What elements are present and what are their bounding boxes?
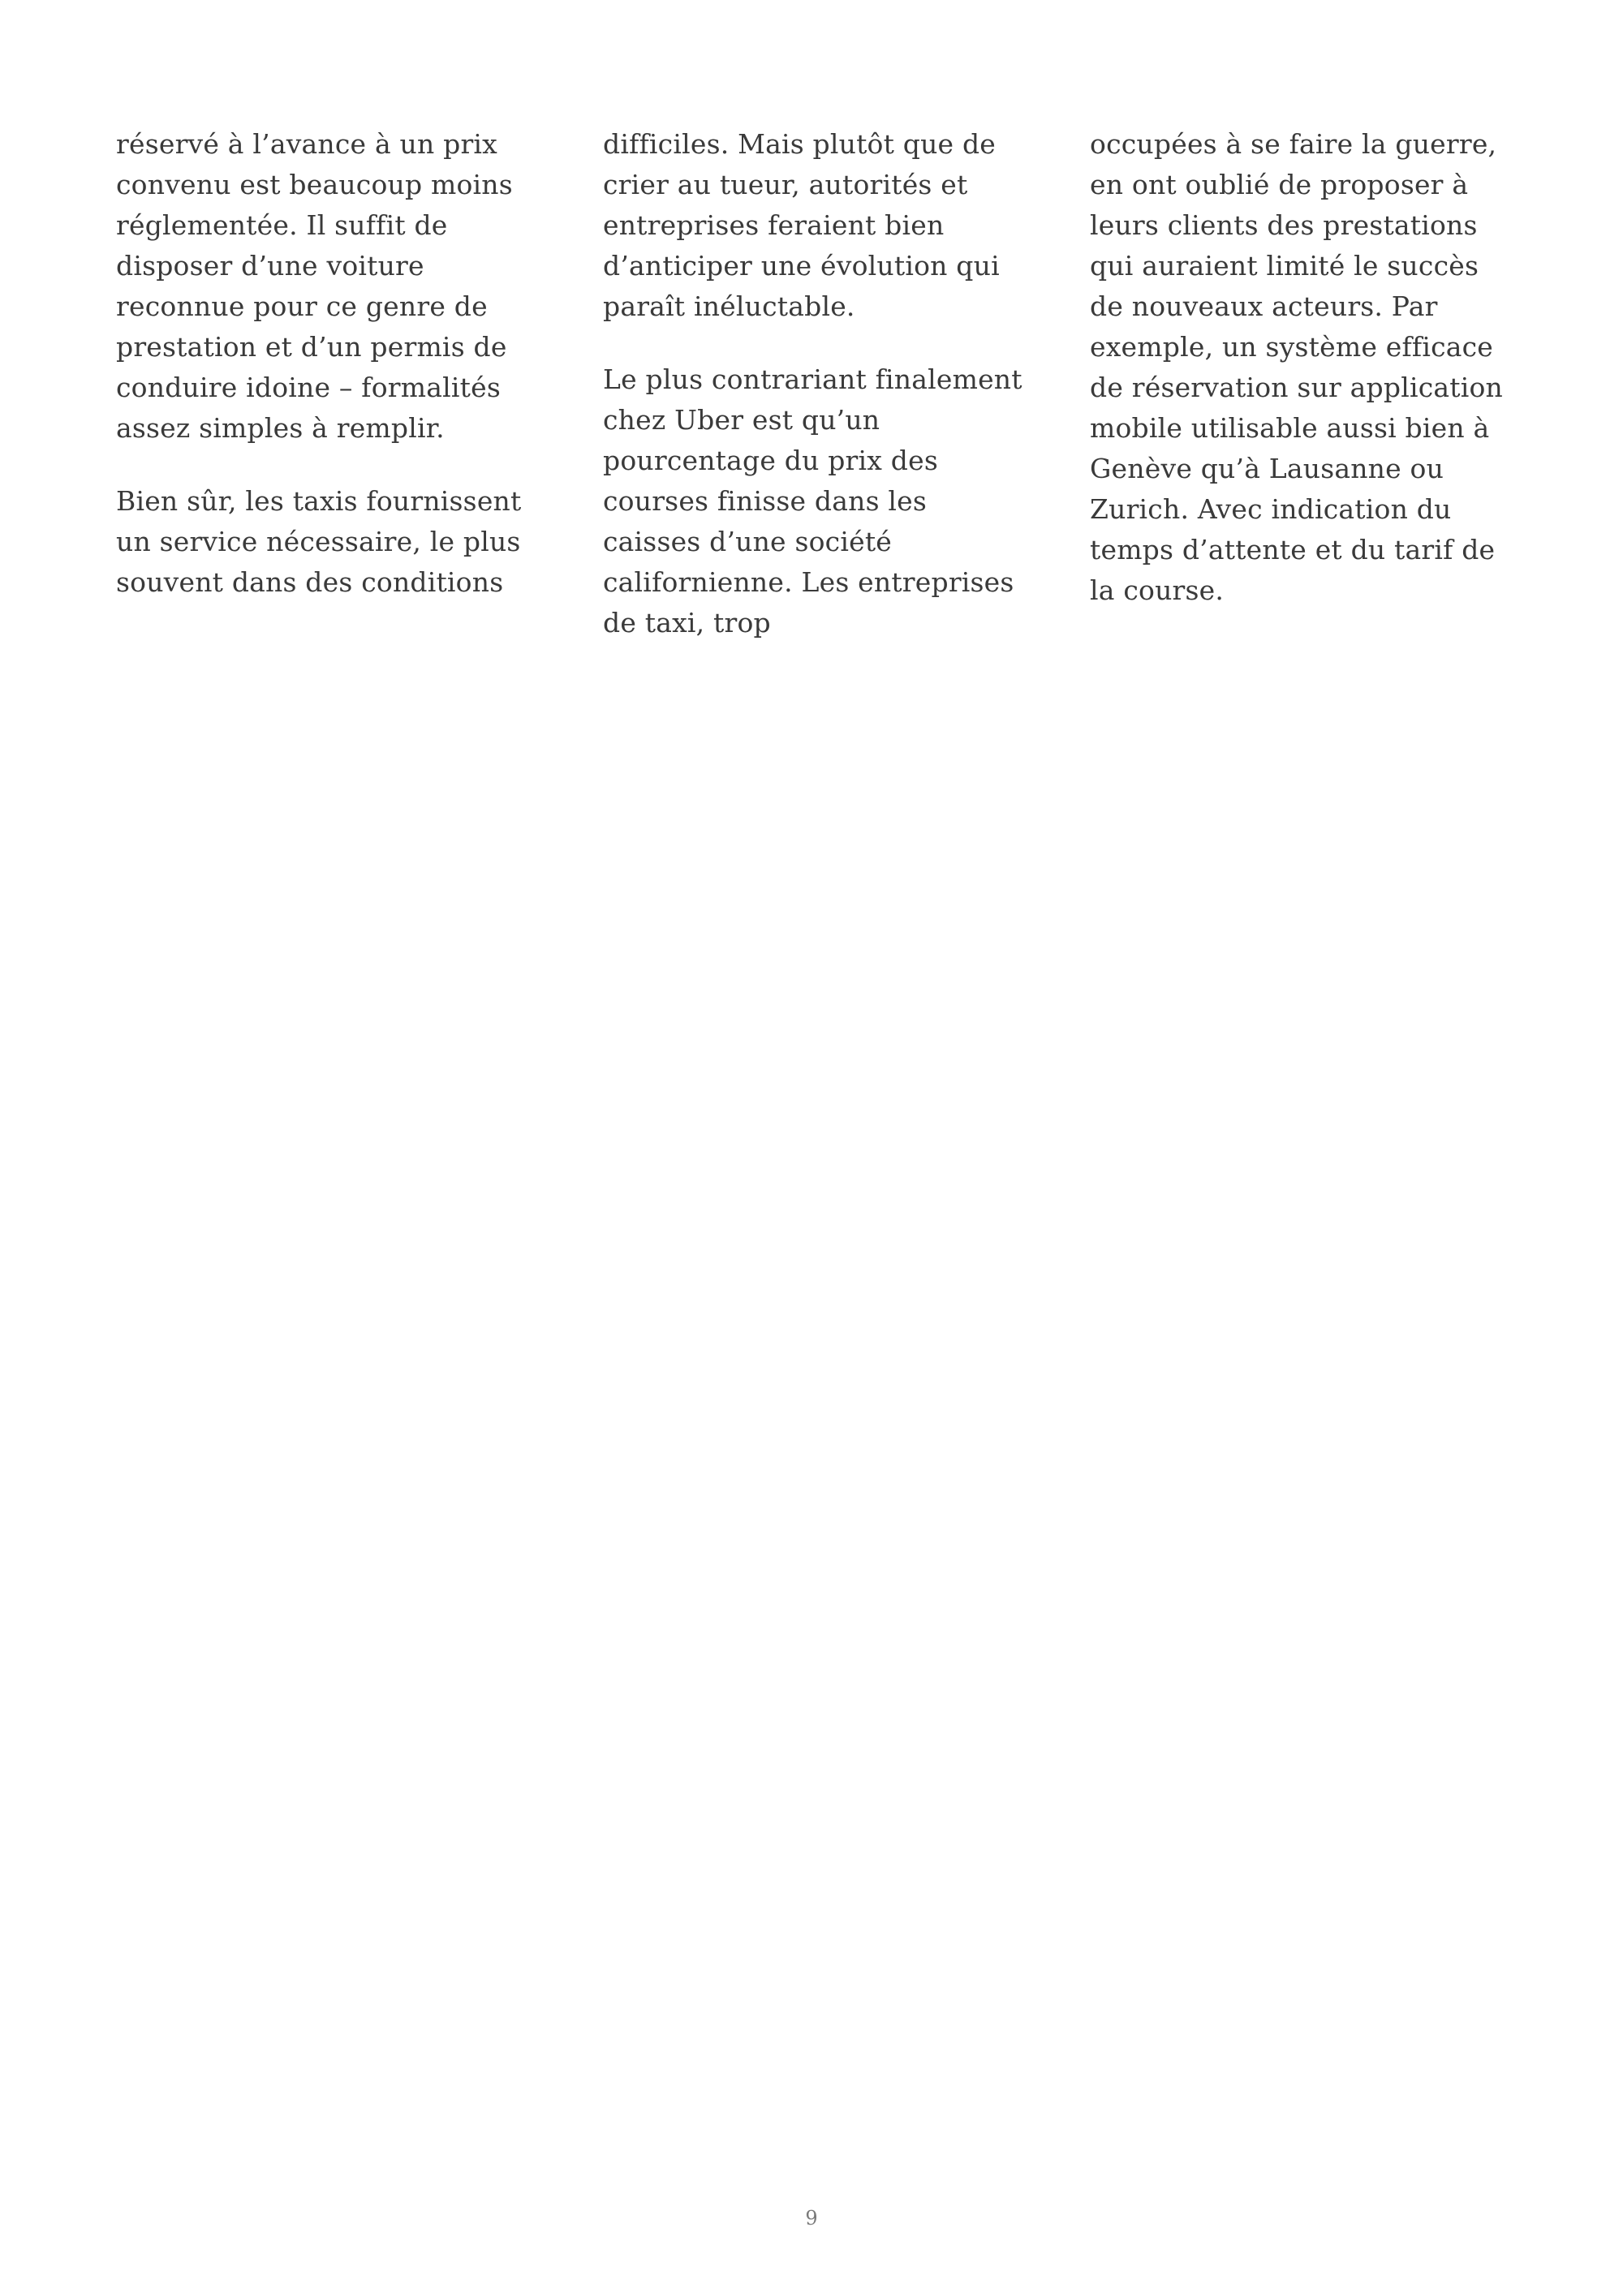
paragraph: occupées à se faire la guerre, en ont oublié de proposer à leurs clients des prestations qui auraient limité le succès de nouveaux acteurs. Par exemple, un système efficace de réservation sur application mobile utilisable aussi bien à Genève qu’à Lausanne ou Zurich. Avec indication du temps d’attente et du tarif de la course. xyxy=(1090,128,1504,606)
text-columns xyxy=(116,124,1512,676)
column-3 xyxy=(1090,124,1512,676)
paragraph: Le plus contrariant finalement chez Uber est qu’un pourcentage du prix des courses finisse dans les caisses d’une société californienne. Les entreprises de taxi, trop xyxy=(603,363,1022,638)
paragraph: réservé à l’avance à un prix convenu est beaucoup moins réglementée. Il suffit de disposer d’une voiture reconnue pour ce genre de prestation et d’un permis de conduire idoine – formalités assez simples à remplir. xyxy=(116,128,513,444)
paragraph: Bien sûr, les taxis fournissent un service nécessaire, le plus souvent dans des conditions xyxy=(116,485,522,598)
page-number: 9 xyxy=(805,2207,818,2229)
column-2 xyxy=(603,124,1025,676)
column-1 xyxy=(116,124,538,676)
paragraph: difficiles. Mais plutôt que de crier au tueur, autorités et entreprises feraient bien d’anticiper une évolution qui paraît inéluctable. xyxy=(603,128,1000,322)
